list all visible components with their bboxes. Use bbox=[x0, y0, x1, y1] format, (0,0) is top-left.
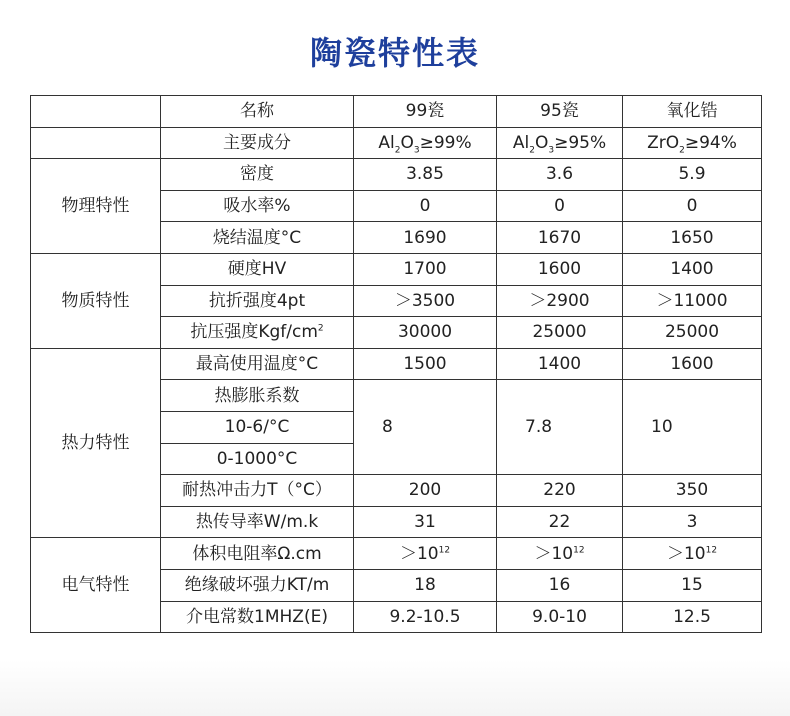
row-label: 绝缘破坏强力KT/m bbox=[161, 569, 354, 601]
row-label: 抗压强度Kgf/$cm^2$ bbox=[161, 317, 354, 349]
group-thermal: 热力特性 bbox=[31, 348, 161, 538]
value-cell: 7.8 bbox=[497, 380, 623, 475]
value-cell: 25000 bbox=[497, 317, 623, 349]
value-cell: 31 bbox=[354, 506, 497, 538]
value-cell: 30000 bbox=[354, 317, 497, 349]
value-cell: 1690 bbox=[354, 222, 497, 254]
row-label: 热传导率W/m.k bbox=[161, 506, 354, 538]
table-row bbox=[31, 538, 762, 570]
row-label: 吸水率% bbox=[161, 190, 354, 222]
header-99-ceramic: 99瓷 bbox=[354, 96, 497, 128]
value-cell: 1700 bbox=[354, 253, 497, 285]
row-label: 0-1000°C bbox=[161, 443, 354, 475]
value-cell: 16 bbox=[497, 569, 623, 601]
group-physical: 物理特性 bbox=[31, 159, 161, 254]
value-cell: $>10^{12}$ bbox=[623, 538, 762, 570]
table-row bbox=[31, 127, 762, 159]
value-cell: 25000 bbox=[623, 317, 762, 349]
value-cell: 1500 bbox=[354, 348, 497, 380]
row-label: 最高使用温度°C bbox=[161, 348, 354, 380]
value-cell: ＞3500 bbox=[354, 285, 497, 317]
value-cell: 3.6 bbox=[497, 159, 623, 191]
table-row bbox=[31, 96, 762, 128]
header-name: 名称 bbox=[161, 96, 354, 128]
page-title: 陶瓷特性表 bbox=[309, 34, 480, 72]
value-cell: 9.2-10.5 bbox=[354, 601, 497, 633]
value-cell: 1600 bbox=[623, 348, 762, 380]
value-cell: 18 bbox=[354, 569, 497, 601]
row-label: 10-6/°C bbox=[161, 411, 354, 443]
ceramic-properties-table bbox=[30, 95, 762, 633]
table-row bbox=[31, 348, 762, 380]
value-cell: 12.5 bbox=[623, 601, 762, 633]
blank-cell bbox=[31, 96, 161, 128]
group-material: 物质特性 bbox=[31, 253, 161, 348]
value-cell: 10 bbox=[623, 380, 762, 475]
header-zirconia: 氧化锆 bbox=[623, 96, 762, 128]
row-label: 烧结温度°C bbox=[161, 222, 354, 254]
blank-cell bbox=[31, 127, 161, 159]
value-cell: 9.0-10 bbox=[497, 601, 623, 633]
value-cell: $>10^{12}$ bbox=[497, 538, 623, 570]
table-row bbox=[31, 253, 762, 285]
value-cell: 8 bbox=[354, 380, 497, 475]
bottom-fade bbox=[0, 660, 790, 716]
composition-cell: $Al_2O_3\ge 95\%$ bbox=[497, 127, 623, 159]
value-cell: ＞2900 bbox=[497, 285, 623, 317]
value-cell: 3 bbox=[623, 506, 762, 538]
composition-cell: ZrO$_2$≥94% bbox=[623, 127, 762, 159]
row-label: 介电常数1MHZ(E) bbox=[161, 601, 354, 633]
value-cell: 1400 bbox=[623, 253, 762, 285]
group-electrical: 电气特性 bbox=[31, 538, 161, 633]
value-cell: 200 bbox=[354, 475, 497, 507]
table-row bbox=[31, 159, 762, 191]
value-cell: 1600 bbox=[497, 253, 623, 285]
value-cell: 1650 bbox=[623, 222, 762, 254]
row-label: 耐热冲击力T（°C） bbox=[161, 475, 354, 507]
value-cell: 1670 bbox=[497, 222, 623, 254]
value-cell: 220 bbox=[497, 475, 623, 507]
value-cell: ＞11000 bbox=[623, 285, 762, 317]
header-95-ceramic: 95瓷 bbox=[497, 96, 623, 128]
row-label: 热膨胀系数 bbox=[161, 380, 354, 412]
value-cell: 1400 bbox=[497, 348, 623, 380]
row-label: 主要成分 bbox=[161, 127, 354, 159]
value-cell: 0 bbox=[354, 190, 497, 222]
row-label: 密度 bbox=[161, 159, 354, 191]
value-cell: $>10^{12}$ bbox=[354, 538, 497, 570]
row-label: 体积电阻率Ω.cm bbox=[161, 538, 354, 570]
composition-cell: $Al_2O_3\ge 99\%$ bbox=[354, 127, 497, 159]
row-label: 硬度HV bbox=[161, 253, 354, 285]
value-cell: 0 bbox=[497, 190, 623, 222]
value-cell: 15 bbox=[623, 569, 762, 601]
value-cell: 350 bbox=[623, 475, 762, 507]
value-cell: 5.9 bbox=[623, 159, 762, 191]
value-cell: 3.85 bbox=[354, 159, 497, 191]
row-label: 抗折强度4pt bbox=[161, 285, 354, 317]
value-cell: 0 bbox=[623, 190, 762, 222]
value-cell: 22 bbox=[497, 506, 623, 538]
